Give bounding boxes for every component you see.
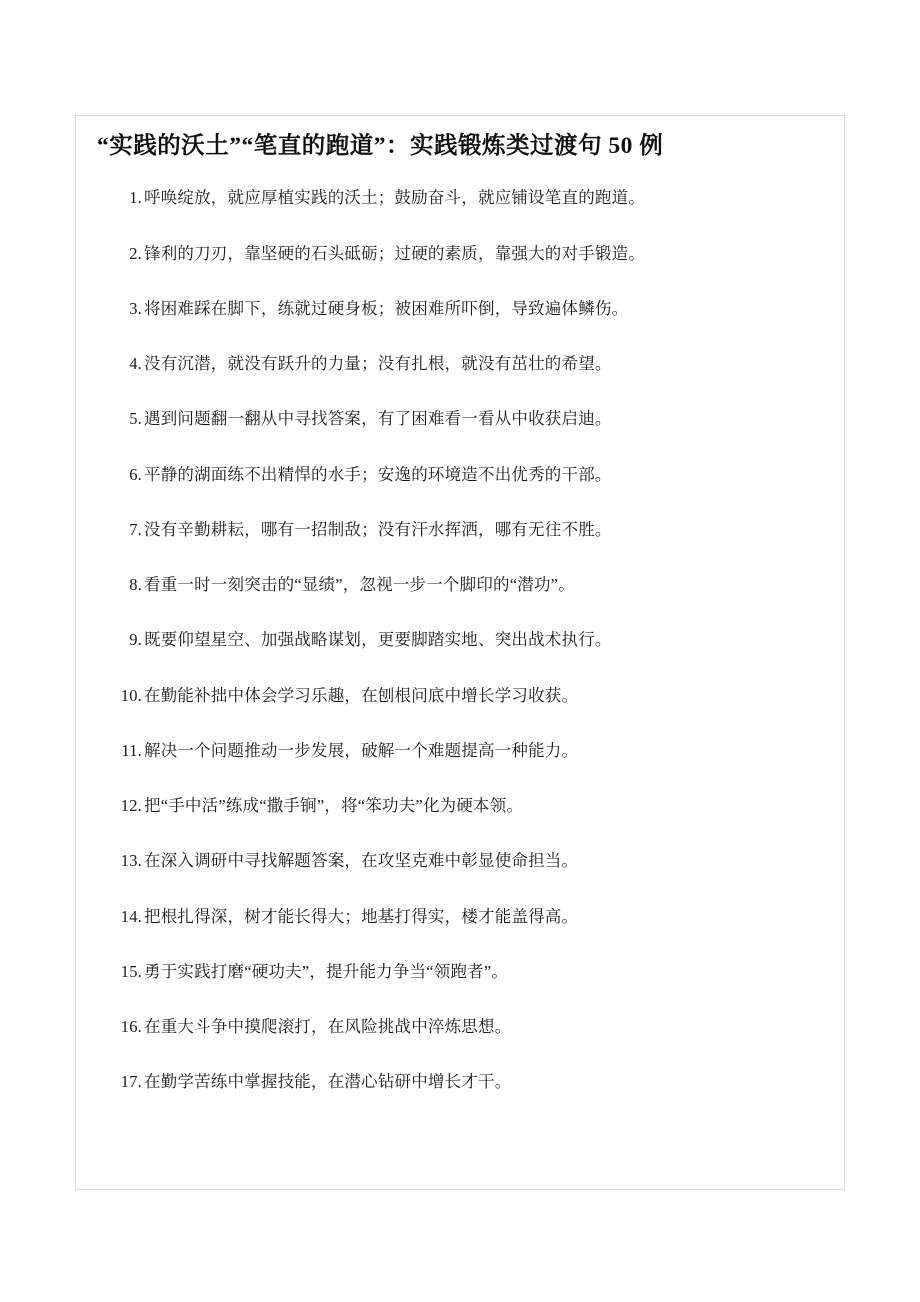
list-item-text: 遇到问题翻一翻从中寻找答案，有了困难看一看从中收获启迪。 [144, 409, 612, 429]
list-item [93, 960, 827, 985]
list-item [93, 905, 827, 930]
list-item-number: 11. [121, 740, 142, 760]
page-title: “实践的沃土”“笔直的跑道”：实践锻炼类过渡句 50 例 [97, 133, 664, 159]
list-item-number: 17. [120, 1072, 142, 1092]
list-item-text: 勇于实践打磨“硬功夫”，提升能力争当“领跑者”。 [144, 961, 509, 981]
list-item-text: 将困难踩在脚下，练就过硬身板；被困难所吓倒，导致遍体鳞伤。 [144, 298, 629, 318]
list-item [93, 407, 827, 432]
list-item-number: 7. [129, 519, 142, 539]
list-item-number: 12. [120, 796, 142, 815]
list-item [93, 1070, 827, 1095]
list-item-text: 在勤学苦练中掌握技能，在潜心钻研中增长才干。 [144, 1072, 512, 1092]
list-item-text: 没有沉潜，就没有跃升的力量；没有扎根，就没有茁壮的希望。 [144, 354, 612, 373]
list-item-text: 把根扎得深，树才能长得大；地基打得实，楼才能盖得高。 [144, 906, 579, 926]
list-item-text: 看重一时一刻突击的“显绩”，忽视一步一个脚印的“潜功”。 [144, 575, 575, 594]
list-item [93, 352, 827, 377]
list-item-text: 呼唤绽放，就应厚植实践的沃土；鼓励奋斗，就应铺设笔直的跑道。 [144, 188, 645, 208]
list-item-text: 没有辛勤耕耘，哪有一招制敌；没有汗水挥洒，哪有无往不胜。 [144, 519, 612, 539]
list-item-text: 解决一个问题推动一步发展，破解一个难题提高一种能力。 [144, 740, 579, 760]
list-item-number: 6. [129, 464, 142, 484]
list-item [93, 242, 827, 267]
list-item [93, 739, 827, 764]
list-item [93, 573, 827, 598]
list-item-text: 锋利的刀刃，靠坚硬的石头砥砺；过硬的素质，靠强大的对手锻造。 [144, 243, 645, 263]
sentence-list [93, 186, 827, 1095]
list-item-number: 16. [120, 1017, 142, 1036]
list-item-number: 1. [129, 188, 142, 208]
list-item [93, 186, 827, 211]
list-item [93, 684, 827, 709]
list-item-number: 15. [120, 961, 142, 981]
list-item-text: 既要仰望星空、加强战略谋划，更要脚踏实地、突出战术执行。 [144, 630, 612, 650]
list-item-text: 把“手中活”练成“撒手锏”，将“笨功夫”化为硬本领。 [144, 796, 524, 815]
list-item-number: 2. [129, 243, 142, 263]
list-item-number: 4. [129, 354, 142, 373]
list-item-number: 5. [129, 409, 142, 429]
list-item-number: 3. [129, 298, 142, 318]
list-item-text: 在重大斗争中摸爬滚打，在风险挑战中淬炼思想。 [144, 1017, 512, 1036]
list-item [93, 628, 827, 653]
list-item [93, 849, 827, 874]
list-item-number: 9. [129, 630, 142, 650]
list-item [93, 1015, 827, 1040]
list-item-number: 10. [120, 685, 142, 705]
list-item-number: 8. [129, 575, 142, 594]
list-item [93, 518, 827, 543]
list-item [93, 297, 827, 322]
list-item-number: 13. [120, 851, 142, 871]
document-content [75, 115, 845, 1126]
list-item-text: 平静的湖面练不出精悍的水手；安逸的环境造不出优秀的干部。 [144, 464, 612, 484]
list-item-text: 在勤能补拙中体会学习乐趣，在刨根问底中增长学习收获。 [144, 685, 579, 705]
list-item-text: 在深入调研中寻找解题答案，在攻坚克难中彰显使命担当。 [144, 851, 579, 871]
list-item-number: 14. [120, 906, 142, 926]
list-item [93, 463, 827, 488]
list-item [93, 794, 827, 819]
